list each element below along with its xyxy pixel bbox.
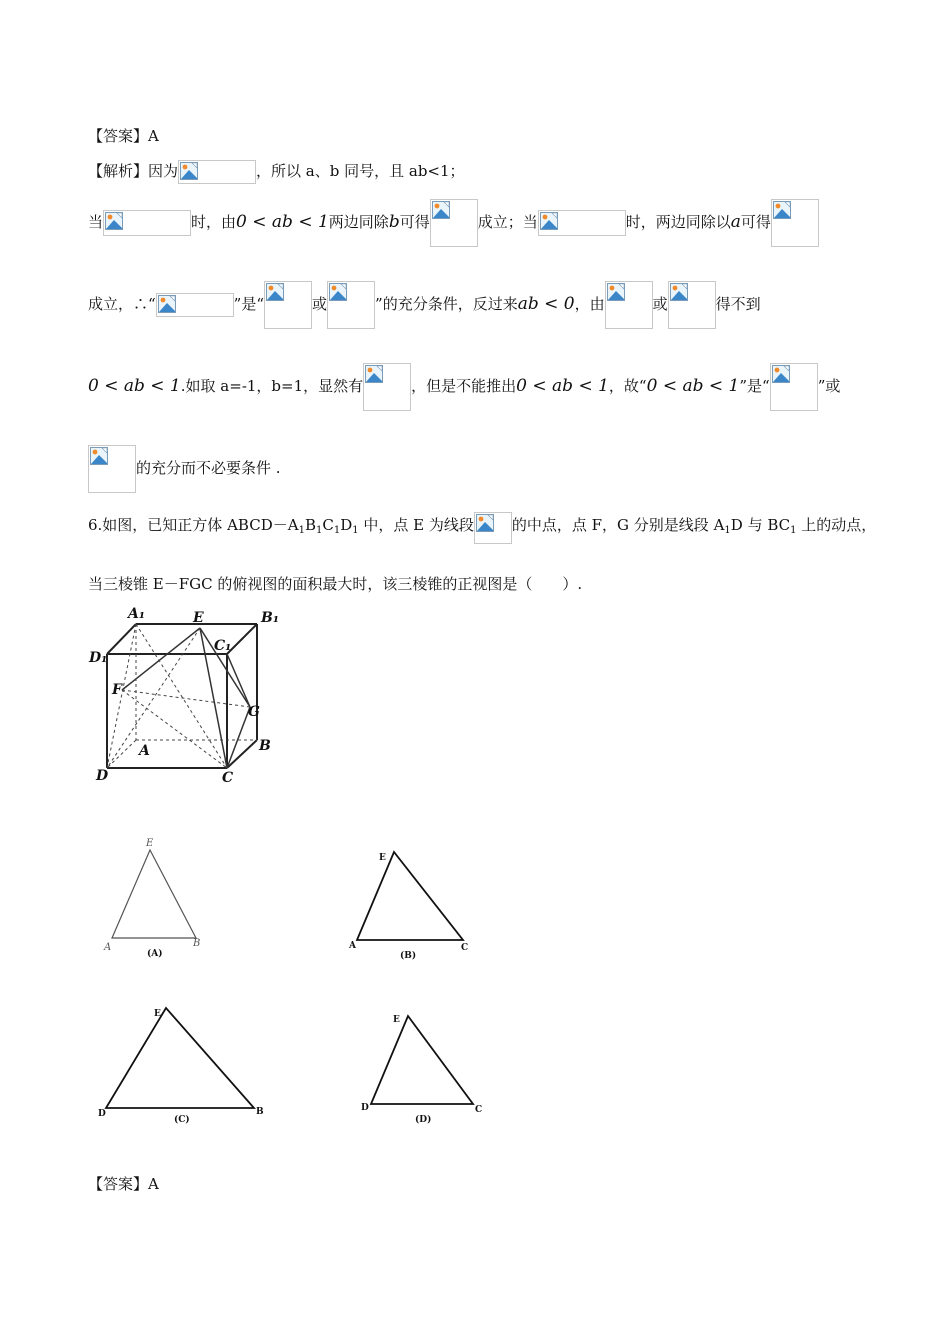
answer-line-1	[88, 126, 159, 146]
analysis-text: ，所以 a、b 同号，且 ab<1；	[256, 162, 465, 180]
subscript: 1	[352, 525, 359, 536]
analysis-text: 或	[312, 295, 328, 313]
cube-label-E: E	[193, 610, 204, 626]
broken-image-icon	[178, 160, 256, 184]
cube-label-D: D	[96, 768, 109, 784]
option-c-caption: (C)	[174, 1115, 190, 1125]
question-text: 当三棱锥 E－FGC 的俯视图的面积最大时，该三棱锥的正视图是（ ）.	[88, 575, 583, 593]
broken-image-icon	[103, 210, 191, 236]
analysis-text: 得不到	[715, 295, 761, 313]
cube-label-C: C	[222, 770, 234, 786]
option-d-triangle	[355, 1006, 490, 1126]
analysis-text: 可得	[740, 213, 771, 231]
math-variable: a	[730, 212, 741, 232]
subscript: 1	[790, 525, 797, 536]
option-b-vertex-a: A	[349, 941, 356, 951]
question-text: 中，点 E 为线段	[358, 516, 474, 534]
analysis-line-5	[88, 444, 281, 492]
option-b-triangle	[345, 840, 480, 965]
question-text: D 与 BC	[730, 516, 791, 534]
analysis-text: 或	[652, 295, 668, 313]
analysis-line-3	[88, 280, 761, 328]
broken-image-icon	[430, 199, 478, 247]
cube-label-C1: C₁	[214, 638, 232, 654]
analysis-text: ，故“	[608, 377, 647, 395]
answer-label: 【答案】	[88, 127, 149, 145]
question-text: C	[322, 516, 334, 534]
answer-value: A	[148, 127, 159, 145]
subscript: 1	[724, 525, 731, 536]
subscript: 1	[333, 525, 341, 536]
analysis-line-4	[88, 362, 840, 410]
cube-label-F: F	[112, 682, 122, 698]
answer-line-2	[88, 1174, 159, 1194]
broken-image-icon	[771, 199, 819, 247]
question-text: B	[304, 516, 316, 534]
question-text: 的中点，点 F，G 分别是线段 A	[511, 516, 725, 534]
answer-value: A	[148, 1175, 159, 1193]
question-6-line-2	[88, 574, 582, 594]
option-c-vertex-b: B	[256, 1107, 264, 1117]
math-expression: 0 < ab < 1	[646, 376, 740, 396]
question-text: 6.如图，已知正方体 ABCD－A	[88, 516, 299, 534]
option-a-vertex-e: E	[146, 838, 154, 849]
option-d-vertex-d: D	[361, 1103, 369, 1113]
analysis-text: 成立；当	[477, 213, 538, 231]
math-expression: 0 < ab < 1	[236, 212, 329, 232]
option-d-vertex-e: E	[393, 1015, 400, 1025]
option-c-vertex-e: E	[154, 1009, 161, 1019]
analysis-text: 的充分而不必要条件 .	[136, 459, 281, 477]
cube-label-B1: B₁	[261, 610, 279, 626]
broken-image-icon	[770, 363, 818, 411]
answer-label: 【答案】	[88, 1175, 149, 1193]
cube-label-D1: D₁	[89, 650, 108, 666]
analysis-text: 时，由	[191, 213, 237, 231]
cube-label-G: G	[248, 704, 260, 720]
option-a-vertex-b: B	[193, 938, 201, 949]
question-6-line-1	[88, 508, 876, 542]
analysis-text: 当	[88, 213, 104, 231]
analysis-text: .如取 a=-1，b=1，显然有	[180, 377, 364, 395]
broken-image-icon	[264, 281, 312, 329]
broken-image-icon	[363, 363, 411, 411]
analysis-text: ”或	[817, 377, 841, 395]
option-b-vertex-e: E	[379, 853, 386, 863]
question-text: D	[340, 516, 353, 534]
broken-image-icon	[88, 445, 136, 493]
broken-image-icon	[538, 210, 626, 236]
option-b-caption: (B)	[400, 951, 417, 961]
cube-label-A: A	[139, 743, 150, 759]
analysis-text: ”是“	[739, 377, 770, 395]
broken-image-icon	[668, 281, 716, 329]
analysis-text: 可得	[399, 213, 430, 231]
analysis-text: ”的充分条件，反过来	[375, 295, 518, 313]
math-variable: b	[388, 212, 400, 232]
cube-label-A1: A₁	[128, 606, 145, 622]
analysis-label: 【解析】	[88, 162, 149, 180]
analysis-text: ，但是不能推出	[411, 377, 517, 395]
math-expression: 0 < ab < 1	[516, 376, 609, 396]
analysis-line-1	[88, 160, 465, 184]
option-c-triangle	[92, 1000, 272, 1130]
math-expression: ab < 0	[517, 294, 575, 314]
analysis-text: 成立，∴“	[88, 295, 156, 313]
option-b-vertex-c: C	[461, 943, 469, 953]
analysis-text: 因为	[148, 162, 179, 180]
option-a-triangle	[100, 834, 220, 964]
cube-label-B: B	[259, 738, 271, 754]
question-text: 上的动点，	[796, 516, 877, 534]
broken-image-icon	[327, 281, 375, 329]
option-d-vertex-c: C	[475, 1105, 483, 1115]
broken-image-icon	[474, 512, 512, 544]
option-c-vertex-d: D	[98, 1109, 106, 1119]
subscript: 1	[298, 525, 305, 536]
option-d-caption: (D)	[415, 1115, 432, 1125]
broken-image-icon	[156, 293, 234, 317]
subscript: 1	[315, 525, 323, 536]
math-expression: 0 < ab < 1	[88, 376, 181, 396]
broken-image-icon	[605, 281, 653, 329]
analysis-text: 时，两边同除以	[625, 213, 731, 231]
option-a-vertex-a: A	[104, 942, 112, 953]
option-a-caption: (A)	[147, 949, 163, 959]
analysis-line-2	[88, 198, 819, 246]
analysis-text: ”是“	[233, 295, 265, 313]
analysis-text: ，由	[574, 295, 605, 313]
analysis-text: 两边同除	[328, 213, 389, 231]
cube-figure	[82, 600, 312, 792]
